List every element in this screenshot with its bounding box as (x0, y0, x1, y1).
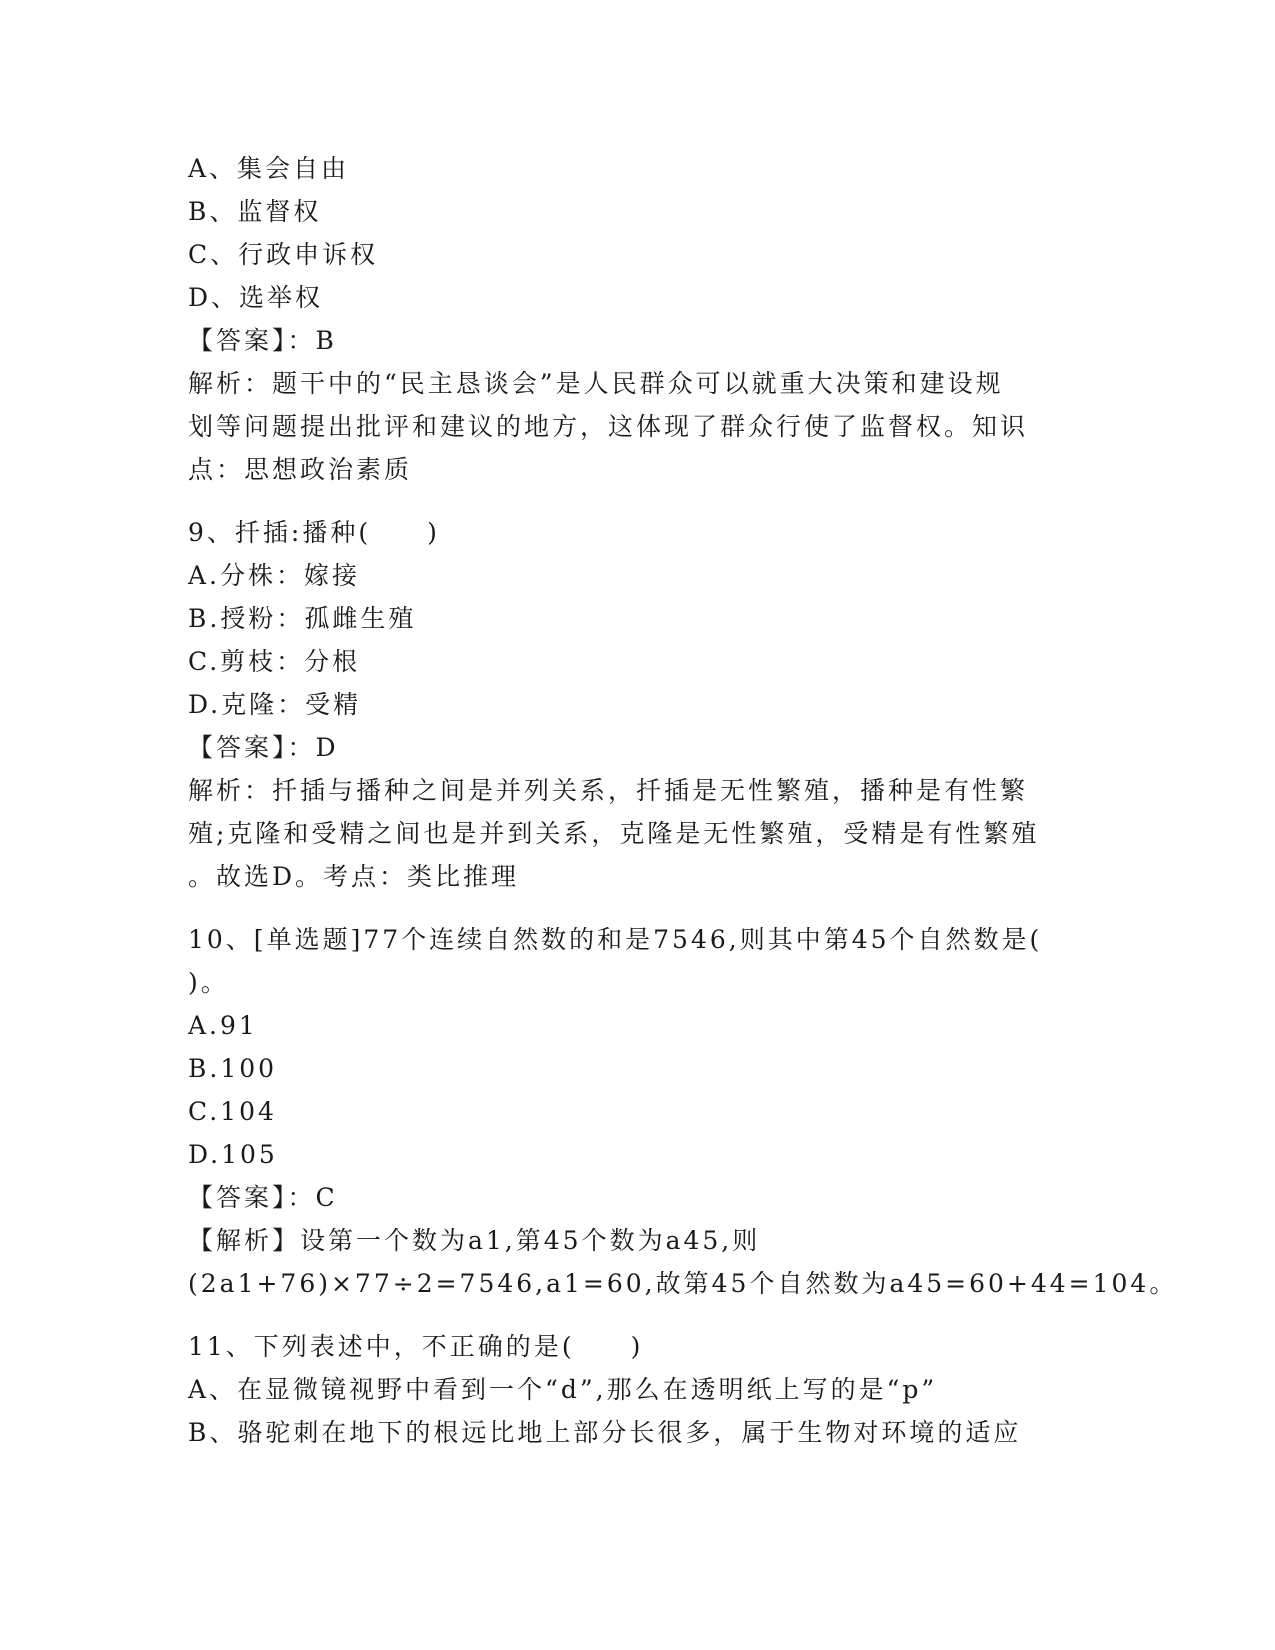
option-a: A.分株：嫁接 (188, 561, 361, 590)
option-b: B、骆驼刺在地下的根远比地上部分长很多，属于生物对环境的适应 (188, 1418, 1022, 1447)
option-a: A、集会自由 (188, 154, 350, 183)
option-b: B.100 (188, 1054, 278, 1083)
option-b: B、监督权 (188, 197, 322, 226)
option-c: C.104 (188, 1097, 277, 1126)
analysis-line: 划等问题提出批评和建议的地方，这体现了群众行使了监督权。知识 (188, 412, 1029, 441)
analysis-line: 解析：题干中的“民主恳谈会”是人民群众可以就重大决策和建设规 (188, 369, 1004, 398)
option-d: D.克隆：受精 (188, 690, 362, 719)
option-a: A.91 (188, 1011, 258, 1040)
analysis-line: 【解析】设第一个数为a1,第45个数为a45,则 (188, 1226, 761, 1255)
analysis-line: 点：思想政治素质 (188, 455, 413, 484)
answer-line: 【答案】：C (188, 1183, 338, 1212)
question-stem: 9、扦插:播种( ) (188, 518, 440, 547)
answer-line: 【答案】：B (188, 326, 337, 355)
block-gap (188, 491, 1068, 511)
analysis-line: 解析：扦插与播种之间是并列关系，扦插是无性繁殖，播种是有性繁 (188, 776, 1029, 805)
question-stem: 11、下列表述中，不正确的是( ) (188, 1332, 644, 1361)
analysis-line: 殖;克隆和受精之间也是并到关系，克隆是无性繁殖，受精是有性繁殖 (188, 819, 1040, 848)
analysis-line: 。故选D。考点：类比推理 (188, 862, 520, 891)
question-10-block (188, 918, 1178, 1305)
analysis-line: (2a1+76)×77÷2=7546,a1=60,故第45个自然数为a45=60+44=104。 (188, 1269, 1178, 1298)
question-9-block (188, 511, 1068, 898)
block-gap (188, 1305, 1068, 1325)
question-11-block (188, 1325, 1068, 1454)
document-content (188, 147, 1178, 1454)
question-stem: 10、[单选题]77个连续自然数的和是7546,则其中第45个自然数是( (188, 925, 1043, 954)
question-stem-continued: )。 (188, 968, 229, 997)
option-b: B.授粉：孤雌生殖 (188, 604, 417, 633)
option-d: D、选举权 (188, 283, 324, 312)
block-gap (188, 898, 1068, 918)
answer-line: 【答案】：D (188, 733, 339, 762)
question-8-block (188, 147, 1068, 491)
option-a: A、在显微镜视野中看到一个“d”,那么在透明纸上写的是“p” (188, 1375, 938, 1404)
option-d: D.105 (188, 1140, 278, 1169)
option-c: C、行政申诉权 (188, 240, 379, 269)
option-c: C.剪枝：分根 (188, 647, 361, 676)
